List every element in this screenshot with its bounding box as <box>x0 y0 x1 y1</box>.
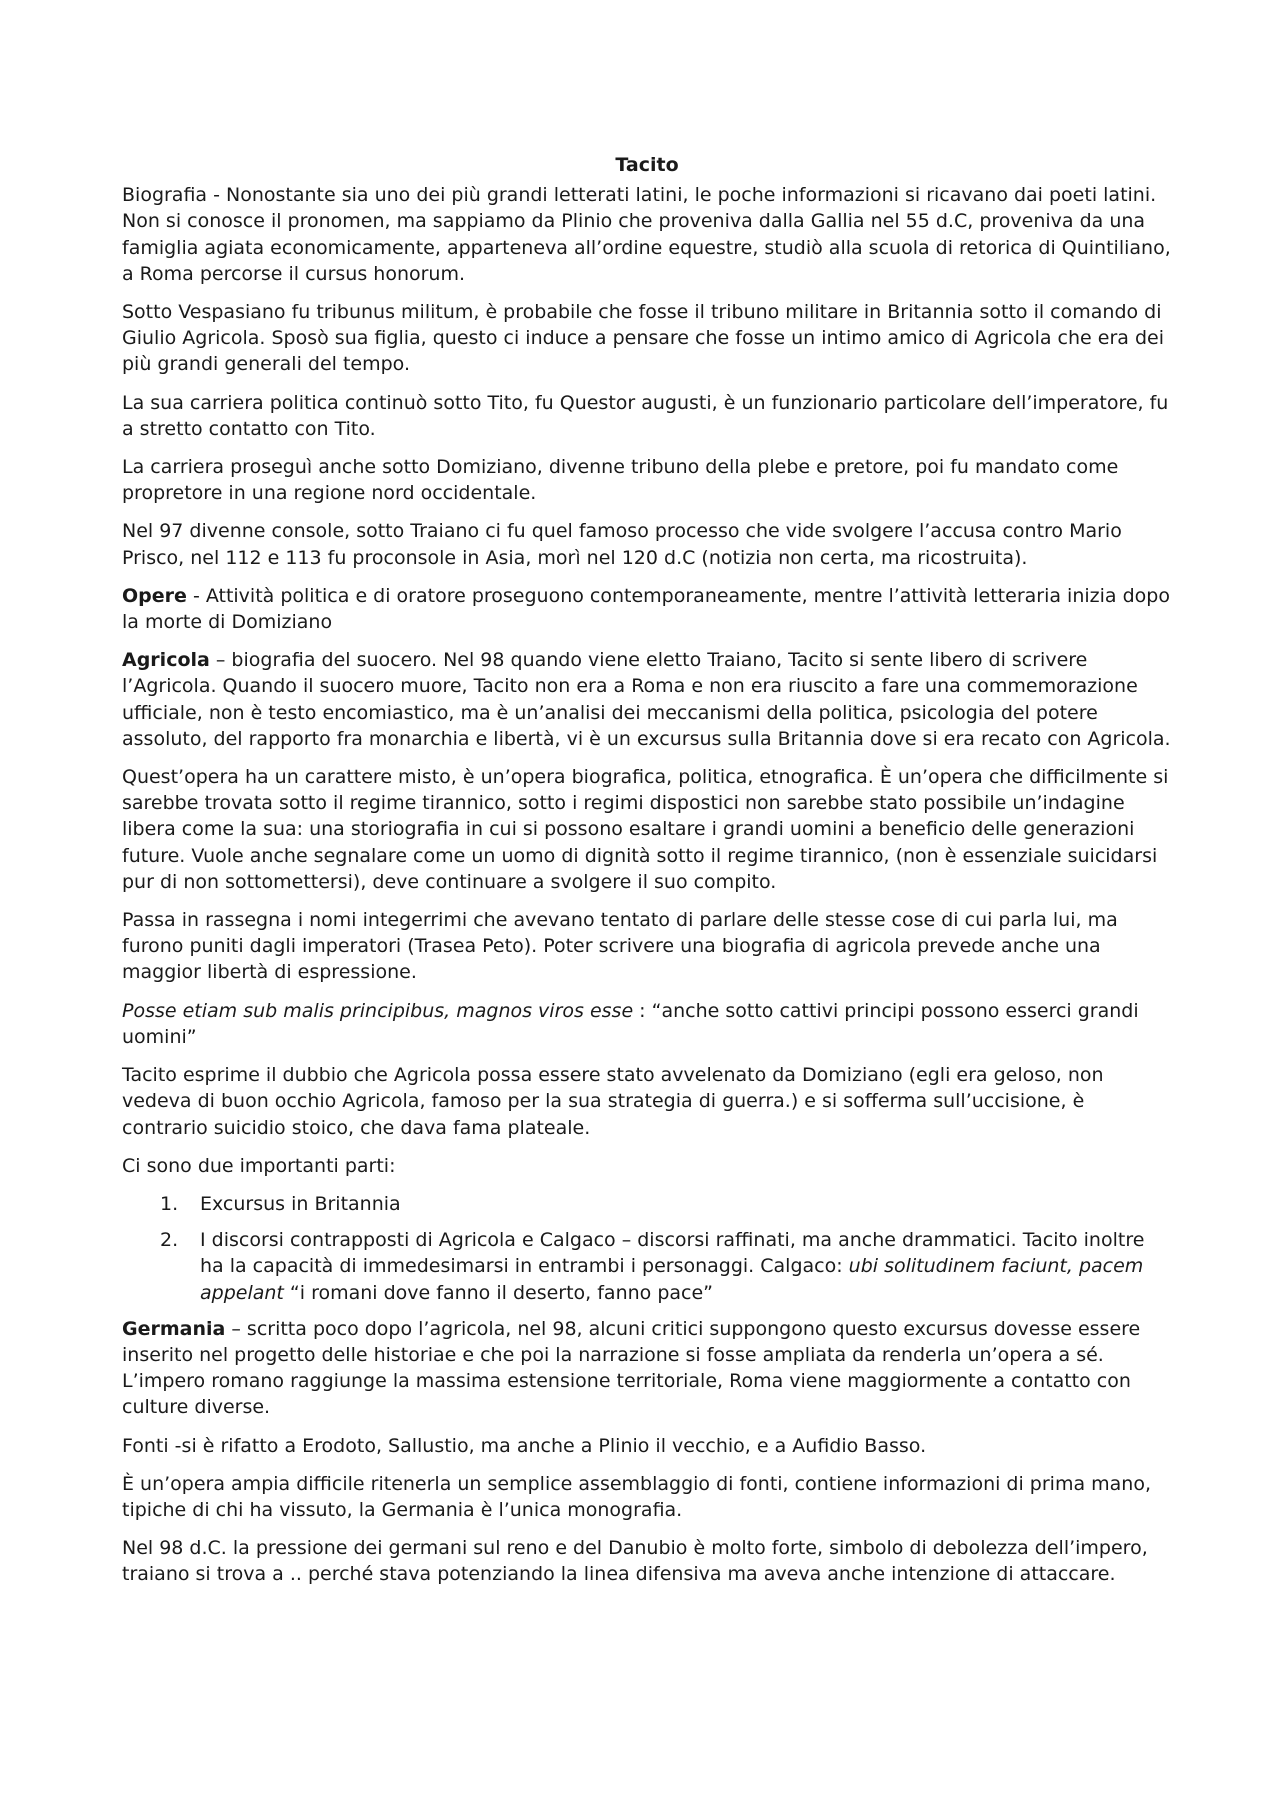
opere-text: - Attività politica e di oratore proseguono contemporaneamente, mentre l’attività letteraria inizia dopo la morte di Domiziano <box>122 584 1170 634</box>
paragraph-rassegna: Passa in rassegna i nomi integerrimi che avevano tentato di parlare delle stesse cose di cui parla lui, ma furono puniti dagli imperatori (Trasea Peto). Poter scrivere una biografia di agricola prevede anche una maggior libertà di espressione. <box>122 909 1118 984</box>
heading-agricola: Agricola <box>122 649 210 672</box>
paragraph-germani: Nel 98 d.C. la pressione dei germani sul reno e del Danubio è molto forte, simbolo di debolezza dell’impero, traiano si trova a .. perché stava potenziando la linea difensiva ma aveva anche intenzione di attaccare. <box>122 1537 1148 1586</box>
list-item <box>122 1191 1172 1217</box>
paragraph-agricola <box>122 647 1172 752</box>
paragraph-biografia: Biografia - Nonostante sia uno dei più grandi letterati latini, le poche informazioni si ricavano dai poeti latini. Non si conosce il pronomen, ma sappiamo da Plinio che proveniva dalla Gallia nel 55 d.C, proveniva da una famiglia agiata economicamente, apparteneva all’ordine equestre, studiò alla scuola di retorica di Quintiliano, a Roma percorse il cursus honorum. <box>122 184 1171 285</box>
agricola-text: – biografia del suocero. Nel 98 quando viene eletto Traiano, Tacito si sente libero di scrivere l’Agricola. Quando il suocero muore, Tacito non era a Roma e non era riuscito a fare una commemorazione ufficiale, non è testo encomiastico, ma è un’analisi dei meccanismi della politica, psicologia del potere assoluto, del rapporto fra monarchia e libertà, vi è un excursus sulla Britannia dove si era recato con Agricola. <box>122 649 1171 750</box>
paragraph-domiziano: La carriera proseguì anche sotto Domiziano, divenne tribuno della plebe e pretore, poi fu mandato come propretore in una regione nord occidentale. <box>122 456 1119 505</box>
germania-text: – scritta poco dopo l’agricola, nel 98, alcuni critici suppongono questo excursus dovesse essere inserito nel progetto delle historiae e che poi la narrazione si fosse ampliata da renderla un’opera a sé. L’impero romano raggiunge la massima estensione territoriale, Roma viene maggiormente a contatto con culture diverse. <box>122 1317 1141 1419</box>
list-item-text: Excursus in Britannia <box>200 1192 401 1215</box>
paragraph-quote <box>122 998 1172 1050</box>
latin-quote: Posse etiam sub malis principibus, magnos viros esse <box>122 999 634 1022</box>
paragraph-carattere-misto: Quest’opera ha un carattere misto, è un’opera biografica, politica, etnografica. È un’opera che difficilmente si sarebbe trovata sotto il regime tirannico, sotto i regimi dispostici non sarebbe stato possibile un’indagine libera come la sua: una storiografia in cui si possono esaltare i grandi uomini a beneficio delle generazioni future. Vuole anche segnalare come un uomo di dignità sotto il regime tirannico, (non è essenziale suicidarsi pur di non sottomettersi), deve continuare a svolgere il suo compito. <box>122 766 1169 893</box>
paragraph-opere <box>122 583 1172 635</box>
heading-opere: Opere <box>122 584 187 607</box>
paragraph-opera-ampia: È un’opera ampia difficile ritenerla un semplice assemblaggio di fonti, contiene informazioni di prima mano, tipiche di chi ha vissuto, la Germania è l’unica monografia. <box>122 1472 1152 1521</box>
paragraph-fonti: Fonti -si è rifatto a Erodoto, Sallustio, ma anche a Plinio il vecchio, e a Aufidio Basso. <box>122 1434 927 1457</box>
quote-translation: “i romani dove fanno il deserto, fanno pace” <box>283 1281 714 1304</box>
list-number: 1. <box>160 1192 179 1215</box>
paragraph-avvelenamento: Tacito esprime il dubbio che Agricola possa essere stato avvelenato da Domiziano (egli era geloso, non vedeva di buon occhio Agricola, famoso per la sua strategia di guerra.) e si sofferma sull’uccisione, è contrario suicidio stoico, che dava fama plateale. <box>122 1064 1104 1139</box>
paragraph-vespasiano: Sotto Vespasiano fu tribunus militum, è probabile che fosse il tribuno militare in Britannia sotto il comando di Giulio Agricola. Sposò sua figlia, questo ci induce a pensare che fosse un intimo amico di Agricola che era dei più grandi generali del tempo. <box>122 301 1164 376</box>
list-item <box>122 1227 1172 1306</box>
heading-germania: Germania <box>122 1317 226 1340</box>
page-title: Tacito <box>615 154 679 176</box>
list-number: 2. <box>160 1229 179 1252</box>
document-page <box>122 152 1172 1600</box>
paragraph-console: Nel 97 divenne console, sotto Traiano ci fu quel famoso processo che vide svolgere l’accusa contro Mario Prisco, nel 112 e 113 fu proconsole in Asia, morì nel 120 d.C (notizia non certa, ma ricostruita). <box>122 520 1122 569</box>
list-item-text: I discorsi contrapposti di Agricola e Calgaco – discorsi raffinati, ma anche drammatici. Tacito inoltre ha la capacità di immedesimarsi in entrambi i personaggi. Calgaco: <box>200 1229 1145 1278</box>
paragraph-due-parti: Ci sono due importanti parti: <box>122 1154 396 1177</box>
latin-quote: ubi solitudinem faciunt, pacem appelant <box>200 1255 1144 1304</box>
numbered-list <box>122 1191 1172 1306</box>
paragraph-germania <box>122 1316 1172 1421</box>
paragraph-tito: La sua carriera politica continuò sotto Tito, fu Questor augusti, è un funzionario particolare dell’imperatore, fu a stretto contatto con Tito. <box>122 391 1169 440</box>
quote-translation: : “anche sotto cattivi principi possono esserci grandi uomini” <box>122 999 1139 1048</box>
